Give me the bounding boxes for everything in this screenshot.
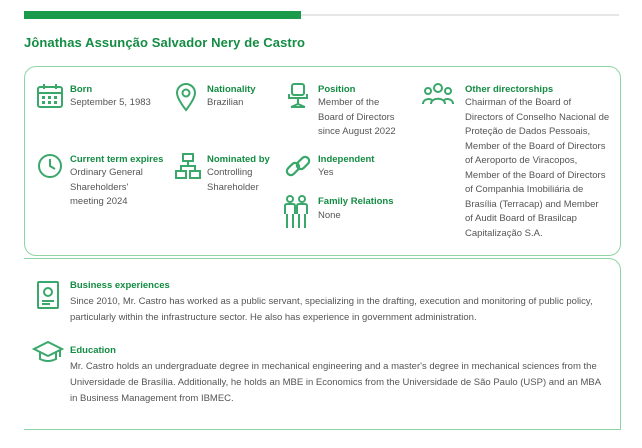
- header-accent-bar: [24, 11, 301, 19]
- family-relations-line: None: [318, 210, 341, 221]
- nominated-by-line: Controlling: [207, 167, 253, 178]
- position-value-line: since August 2022: [318, 126, 396, 137]
- position-label: Position: [318, 84, 356, 95]
- current-term-line: meeting 2024: [70, 196, 128, 207]
- position-value-line: Board of Directors: [318, 111, 395, 123]
- education-text: [70, 359, 601, 407]
- family-relations-label: Family Relations: [318, 196, 394, 207]
- position-value: [318, 96, 396, 140]
- link-icon: [284, 152, 312, 180]
- other-directorships-value: [465, 96, 609, 241]
- independent-label: Independent: [318, 154, 375, 165]
- nominated-by-label: Nominated by: [207, 154, 270, 165]
- org-chart-icon: [174, 152, 202, 180]
- location-pin-icon: [174, 82, 198, 112]
- other-directorships-line: Directors of Conselho Nacional de: [465, 111, 610, 123]
- calendar-icon: [36, 82, 64, 110]
- business-text-line: Since 2010, Mr. Castro has worked as a public servant, specializing in the drafting, execution and monitoring of public policy,: [70, 296, 593, 307]
- independent-value: [318, 166, 334, 181]
- independent-line: Yes: [318, 167, 334, 178]
- other-directorships-line: of Companhia Imobiliária de: [465, 184, 584, 195]
- education-text-line: in Business Management from IBMEC.: [70, 393, 234, 404]
- current-term-line: Shareholders': [70, 181, 129, 193]
- person-name: Jônathas Assunção Salvador Nery de Castro: [24, 35, 306, 50]
- nationality-value: [207, 96, 243, 111]
- born-value-line: September 5, 1983: [70, 97, 151, 108]
- other-directorships-line: Brasília (Terracap) and Member: [465, 198, 599, 210]
- certificate-icon: [36, 280, 60, 310]
- business-text-line: particularly within the infrastructure sector. He also has experience in government administration.: [70, 312, 477, 323]
- other-directorships-line: Proteção de Dados Pessoais,: [465, 126, 591, 137]
- nominated-by-line: Shareholder: [207, 181, 259, 193]
- people-icon: [282, 194, 310, 230]
- business-text: [70, 294, 593, 326]
- current-term-label: Current term expires: [70, 154, 164, 165]
- business-title: Business experiences: [70, 280, 170, 291]
- nationality-value-line: Brazilian: [207, 97, 244, 108]
- graduation-cap-icon: [32, 340, 64, 364]
- current-term-line: Ordinary General: [70, 167, 143, 178]
- education-title: Education: [70, 345, 116, 356]
- other-directorships-line: Capitalização S.A.: [465, 227, 543, 239]
- other-directorships-line: of Aeroporto de Viracopos,: [465, 155, 578, 166]
- office-chair-icon: [284, 82, 312, 110]
- family-relations-value: [318, 209, 341, 224]
- other-directorships-line: Chairman of the Board of: [465, 97, 572, 108]
- current-term-value: [70, 166, 143, 210]
- other-directorships-line: Member of the Board of Directors: [465, 140, 606, 152]
- other-directorships-label: Other directorships: [465, 84, 554, 95]
- born-label: Born: [70, 84, 93, 95]
- education-text-line: Universidade de Brasília. Additionally, he holds an MBE in Economics from the Universidade de São Paulo (USP) and an MBA: [70, 377, 602, 388]
- born-value: [70, 96, 151, 111]
- nationality-label: Nationality: [207, 84, 256, 95]
- other-directorships-line: Member of the Board of Directors: [465, 169, 606, 181]
- clock-icon: [36, 152, 64, 180]
- nominated-by-value: [207, 166, 259, 195]
- other-directorships-line: of Audit Board of Brasilcap: [465, 213, 577, 224]
- education-text-line: Mr. Castro holds an undergraduate degree in mechanical engineering and a master's degree in mechanical sciences from the: [70, 361, 597, 372]
- header-rule: [301, 14, 619, 16]
- position-value-line: Member of the: [318, 97, 380, 108]
- group-icon: [422, 82, 454, 106]
